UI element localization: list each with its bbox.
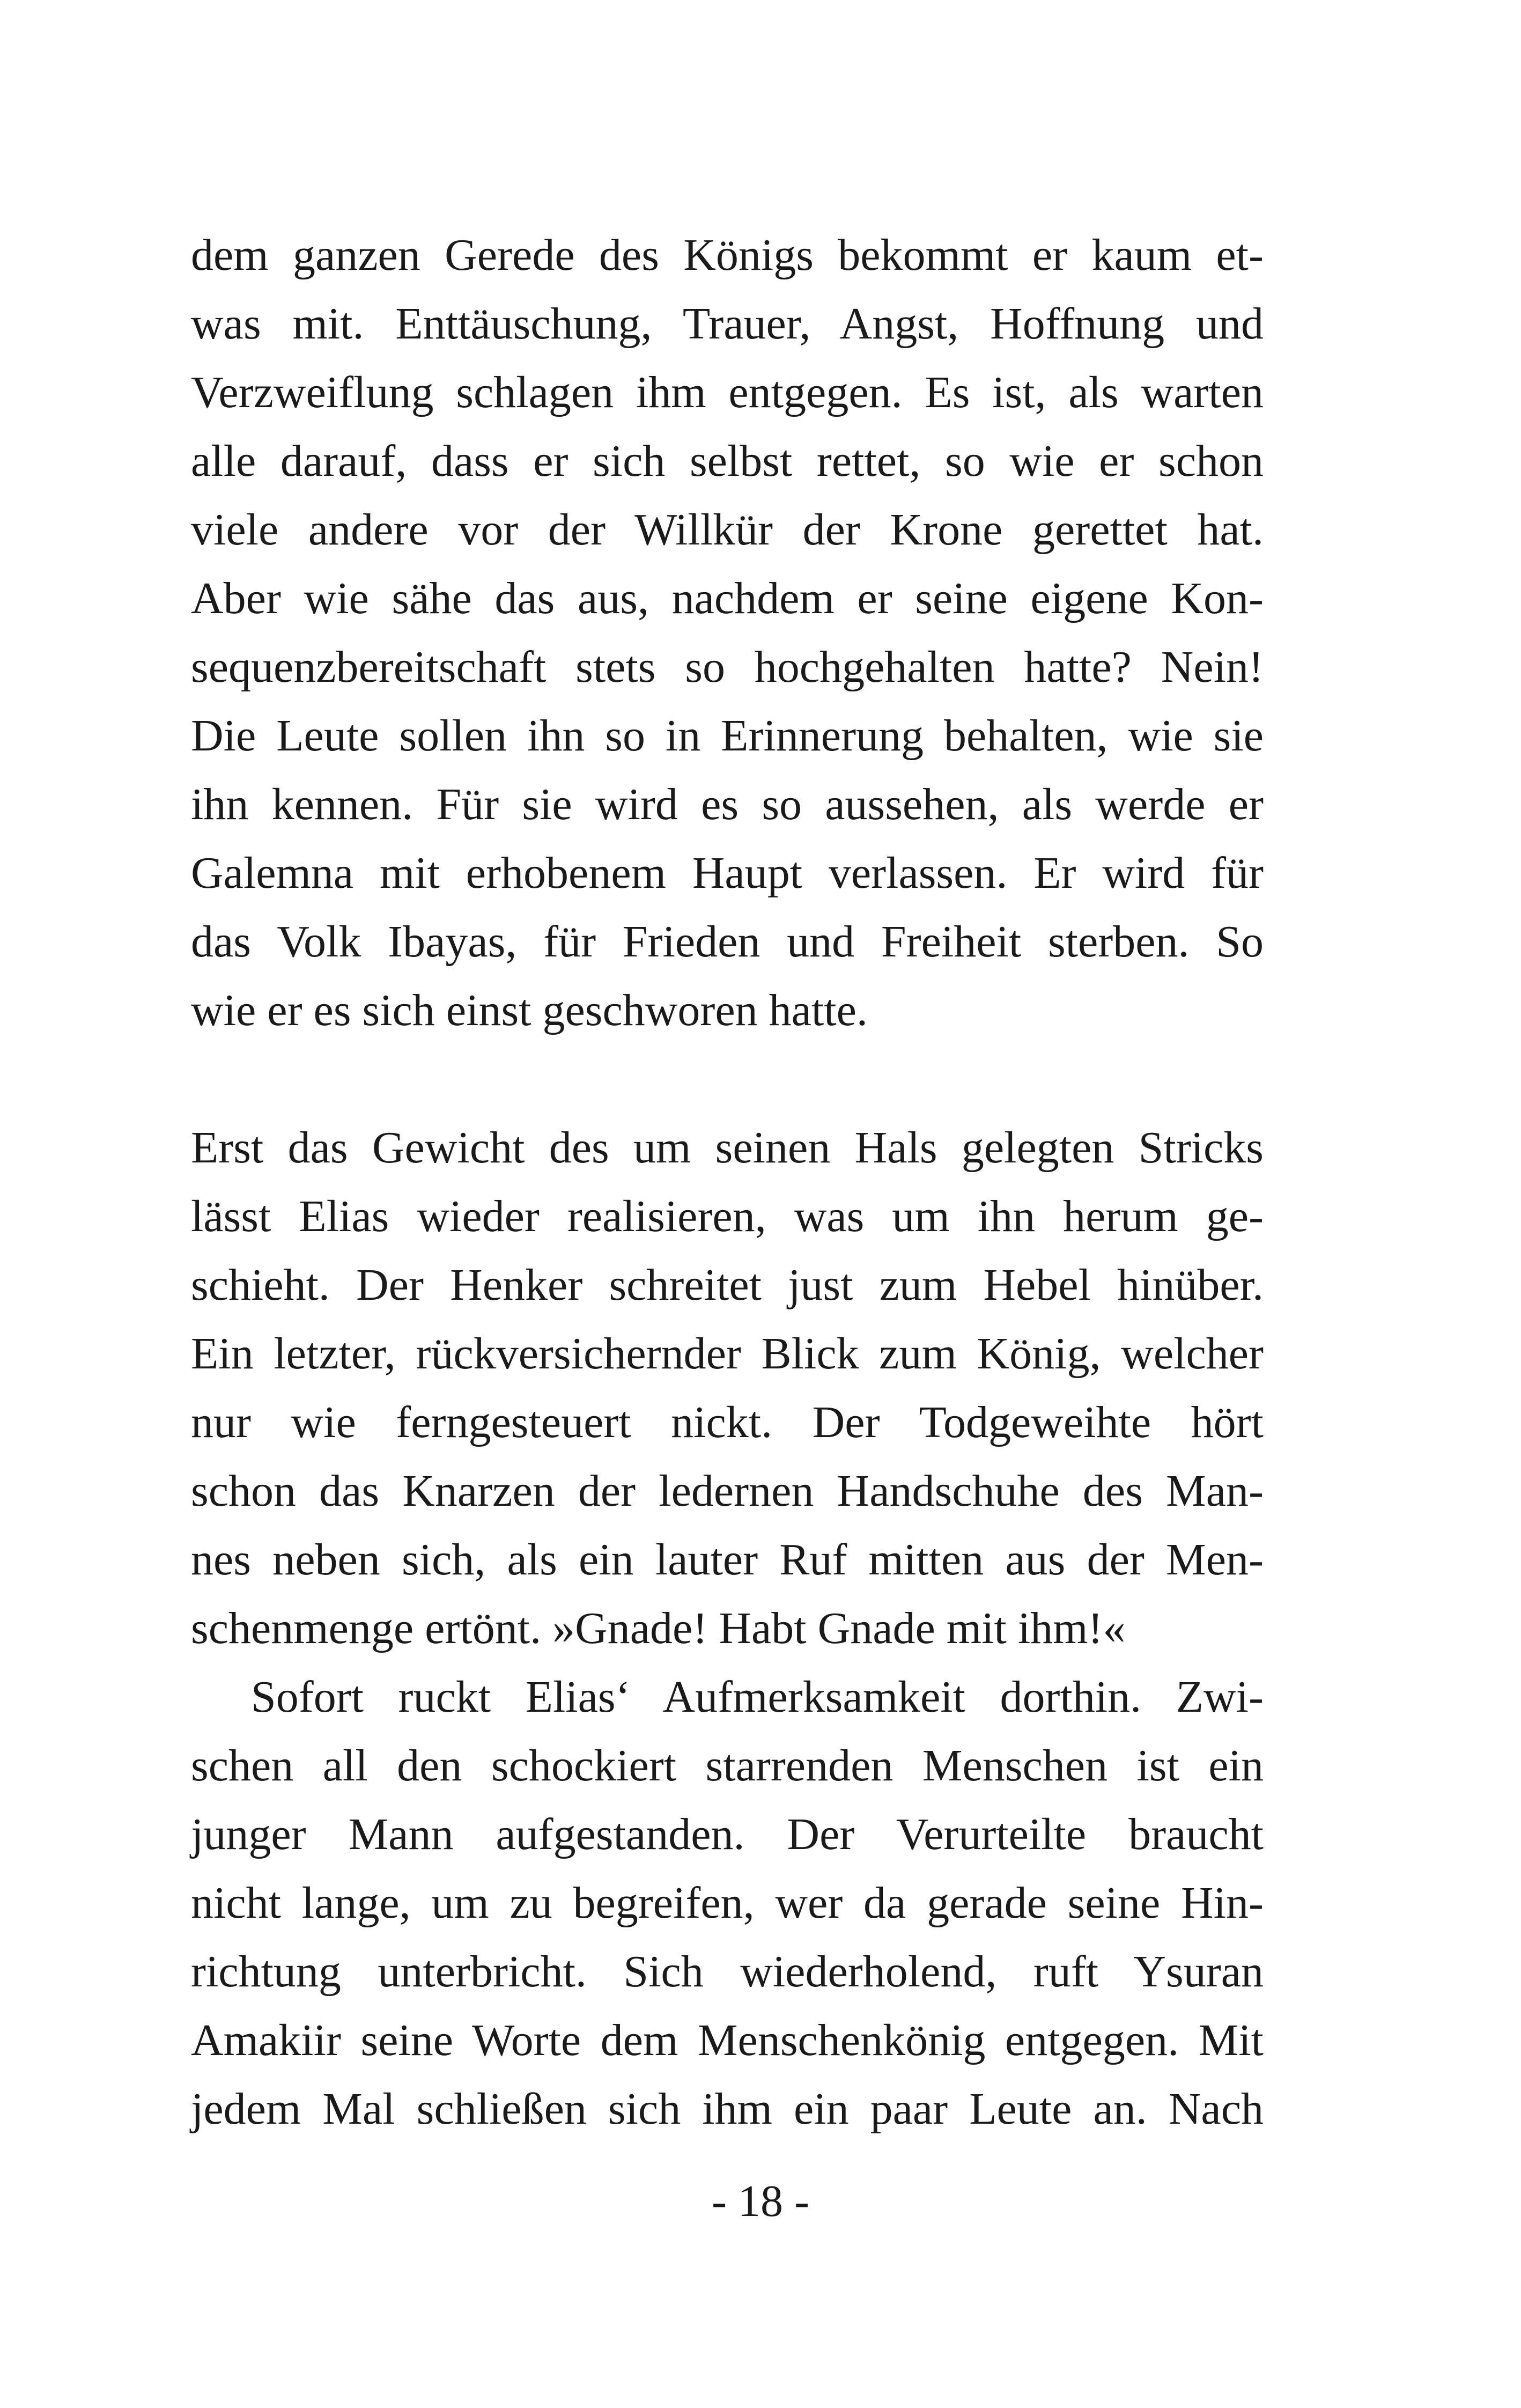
text-line: wie er es sich einst geschworen hatte. [191,985,868,1035]
text-line: Erst das Gewicht des um seinen Hals gelegten Stricks [191,1123,1264,1173]
text-line: dem ganzen Gerede des Königs bekommt er kaum et- [191,230,1264,280]
text-line: nur wie ferngesteuert nickt. Der Todgeweihte hört [191,1397,1264,1447]
text-line: jedem Mal schließen sich ihm ein paar Leute an. Nach [191,2084,1264,2134]
paragraph-1 [191,221,1264,1045]
text-line: nicht lange, um zu begreifen, wer da gerade seine Hin- [191,1878,1264,1928]
text-line: Ein letzter, rückversichernder Blick zum König, welcher [191,1329,1264,1379]
text-line: nes neben sich, als ein lauter Ruf mitten aus der Men- [191,1535,1264,1585]
text-line: Sofort ruckt Elias‘ Aufmerksamkeit dorthin. Zwi- [251,1672,1264,1722]
text-line: schenmenge ertönt. »Gnade! Habt Gnade mit ihm!« [191,1603,1126,1653]
text-line: Die Leute sollen ihn so in Erinnerung behalten, wie sie [191,711,1264,761]
text-line: schon das Knarzen der ledernen Handschuhe des Man- [191,1466,1264,1516]
text-line: sequenzbereitschaft stets so hochgehalten hatte? Nein! [191,642,1264,692]
text-line: Galemna mit erhobenem Haupt verlassen. Er wird für [191,848,1264,898]
page-number: - 18 - [712,2176,809,2226]
text-line: Amakiir seine Worte dem Menschenkönig entgegen. Mit [191,2015,1264,2065]
text-line: viele andere vor der Willkür der Krone gerettet hat. [191,505,1264,555]
text-line: richtung unterbricht. Sich wiederholend, ruft Ysuran [191,1947,1264,1997]
text-line: Aber wie sähe das aus, nachdem er seine eigene Kon- [191,573,1264,623]
text-line: junger Mann aufgestanden. Der Verurteilte braucht [191,1809,1264,1859]
paragraph-2-and-3 [191,1114,1264,2144]
text-line: ihn kennen. Für sie wird es so aussehen, als werde er [191,779,1264,829]
text-line: alle darauf, dass er sich selbst rettet, so wie er schon [191,436,1264,486]
text-line: lässt Elias wieder realisieren, was um ihn herum ge- [191,1191,1264,1241]
text-line: Verzweiflung schlagen ihm entgegen. Es ist, als warten [191,367,1264,417]
text-line: schieht. Der Henker schreitet just zum Hebel hinüber. [191,1260,1264,1310]
text-line: schen all den schockiert starrenden Menschen ist ein [191,1741,1264,1791]
text-line: was mit. Enttäuschung, Trauer, Angst, Hoffnung und [191,299,1264,349]
text-line: das Volk Ibayas, für Frieden und Freiheit sterben. So [191,917,1264,967]
